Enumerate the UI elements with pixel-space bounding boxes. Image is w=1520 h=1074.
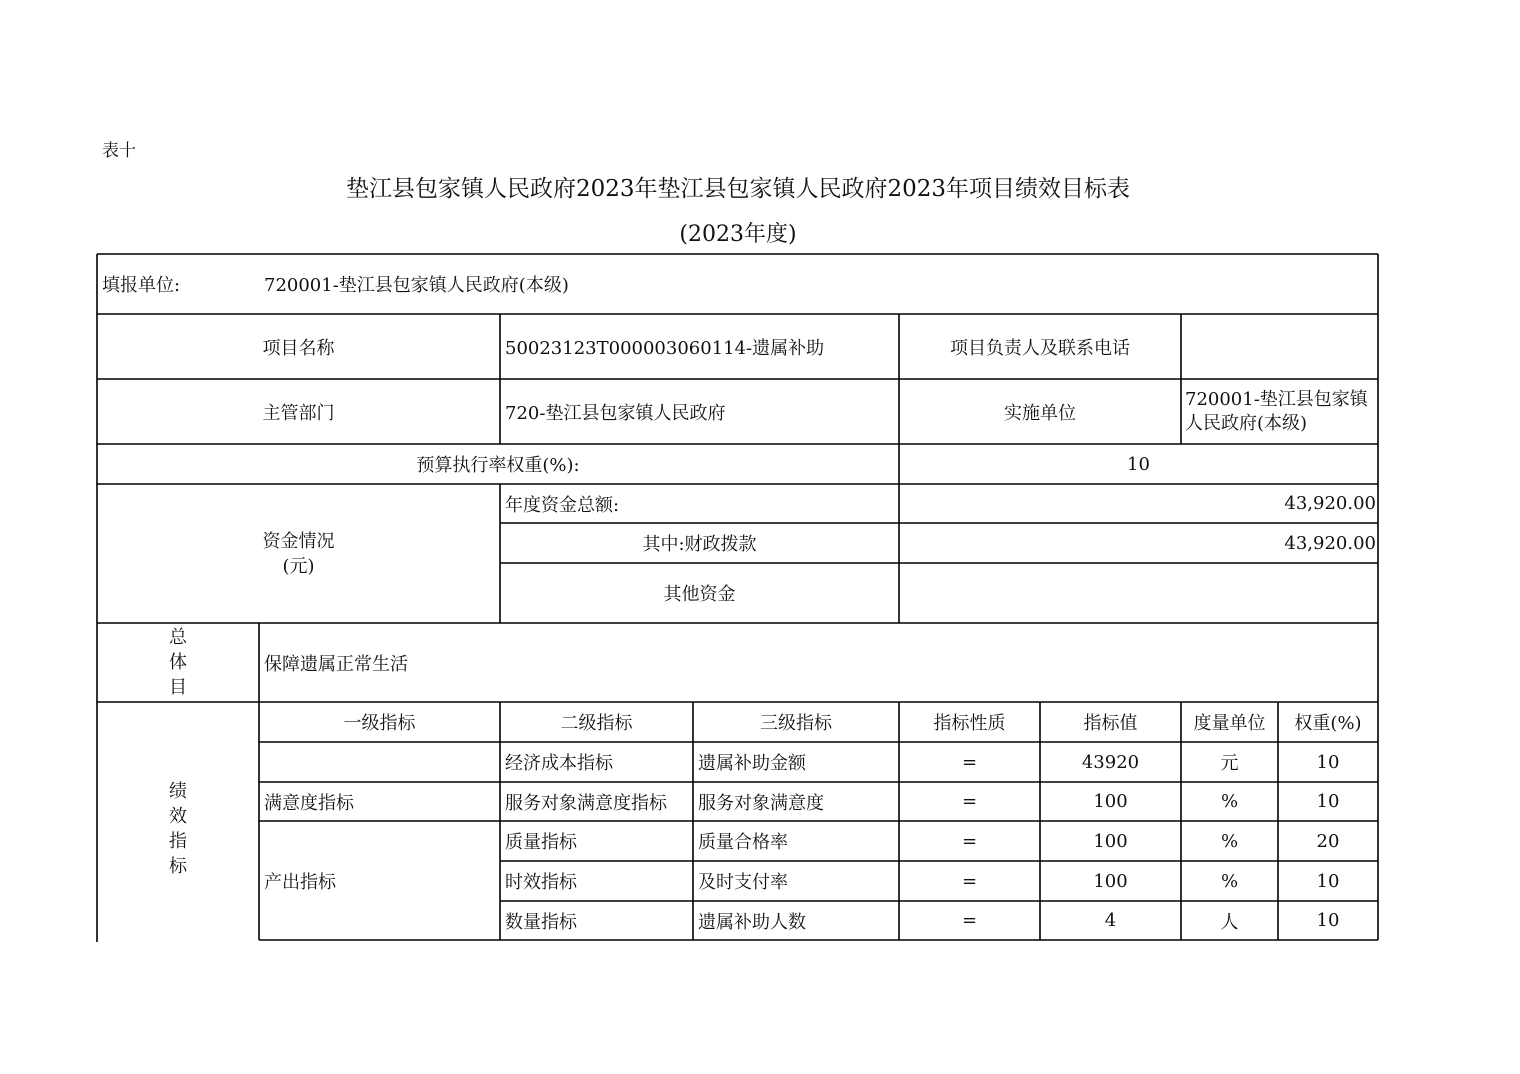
value-cell: 100 [1093, 791, 1128, 812]
nature-cell: = [961, 870, 978, 892]
unit-cell: % [1220, 830, 1239, 852]
nature-cell: = [961, 791, 978, 812]
level2-cell: 数量指标 [505, 911, 577, 933]
funds-other-value [899, 563, 1378, 623]
indicators-label [97, 702, 259, 940]
funds-total-value: 43,920.00 [1284, 493, 1376, 514]
header-unit: 度量单位 [1193, 713, 1266, 734]
unit-cell: 人 [1220, 911, 1239, 933]
goal-label-char: 体 [169, 652, 187, 673]
funds-label: 资金情况 [262, 530, 335, 552]
weight-cell: 20 [1316, 830, 1340, 852]
header-level3: 三级指标 [760, 713, 832, 734]
weight-cell: 10 [1316, 791, 1340, 812]
level3-cell: 质量合格率 [698, 832, 788, 853]
indicators-label-char: 标 [169, 856, 187, 877]
unit-cell: % [1220, 791, 1239, 812]
goal-label-char: 目 [169, 677, 187, 698]
funds-unit: (元) [282, 555, 315, 577]
budget-rate-value: 10 [1127, 453, 1150, 475]
value-cell: 100 [1093, 830, 1128, 852]
nature-cell: = [961, 751, 978, 773]
impl-value: 720001-垫江县包家镇人民政府(本级) [1185, 388, 1368, 434]
level1-cell [259, 742, 500, 782]
project-name-label: 项目名称 [262, 337, 335, 359]
impl-label: 实施单位 [1004, 402, 1076, 424]
goal-value: 保障遗属正常生活 [264, 653, 408, 675]
unit-value: 720001-垫江县包家镇人民政府(本级) [264, 275, 569, 296]
indicators-label-char: 指 [169, 831, 187, 852]
header-level1: 一级指标 [343, 713, 416, 734]
header-weight: 权重(%) [1294, 713, 1362, 734]
level3-cell: 遗属补助人数 [698, 911, 806, 933]
project-name-value: 50023123T000003060114-遗属补助 [505, 337, 825, 359]
page-subtitle: (2023年度) [679, 222, 797, 247]
level2-cell: 服务对象满意度指标 [505, 792, 667, 814]
level1-cell: 满意度指标 [264, 792, 354, 814]
value-cell: 43920 [1081, 751, 1140, 773]
header-value: 指标值 [1083, 713, 1138, 734]
table-label: 表十 [102, 141, 136, 161]
funds-total-label: 年度资金总额: [505, 494, 620, 516]
level2-cell: 质量指标 [505, 832, 577, 853]
level2-cell: 时效指标 [505, 872, 577, 893]
page-title: 垫江县包家镇人民政府2023年垫江县包家镇人民政府2023年项目绩效目标表 [345, 176, 1131, 202]
weight-cell: 10 [1316, 751, 1340, 773]
level2-cell: 经济成本指标 [505, 753, 613, 774]
level3-cell: 遗属补助金额 [698, 753, 806, 774]
unit-cell: % [1220, 870, 1239, 892]
dept-value: 720-垫江县包家镇人民政府 [505, 402, 726, 424]
goal-label [97, 623, 259, 702]
goal-label-char: 总 [169, 627, 187, 648]
project-contact-label: 项目负责人及联系电话 [950, 337, 1130, 359]
indicators-label-char: 效 [169, 806, 187, 827]
funds-label-block [97, 484, 500, 623]
weight-cell: 10 [1316, 870, 1340, 892]
indicators-label-char: 绩 [169, 781, 187, 802]
funds-fiscal-value: 43,920.00 [1284, 532, 1376, 554]
budget-rate-label: 预算执行率权重(%): [416, 455, 580, 476]
dept-label: 主管部门 [262, 402, 335, 424]
project-contact-value [1181, 314, 1378, 379]
nature-cell: = [961, 830, 978, 852]
funds-fiscal-label: 其中:财政拨款 [642, 534, 757, 555]
unit-cell: 元 [1220, 753, 1239, 774]
level3-cell: 及时支付率 [698, 872, 788, 893]
value-cell: 100 [1093, 870, 1128, 892]
level3-cell: 服务对象满意度 [698, 792, 824, 814]
level1-cell: 产出指标 [264, 871, 336, 893]
weight-cell: 10 [1316, 910, 1340, 931]
header-level2: 二级指标 [560, 713, 633, 734]
value-cell: 4 [1104, 910, 1117, 931]
nature-cell: = [961, 910, 978, 931]
funds-other-label: 其他资金 [663, 584, 736, 605]
unit-label: 填报单位: [102, 275, 181, 296]
header-nature: 指标性质 [933, 713, 1006, 734]
